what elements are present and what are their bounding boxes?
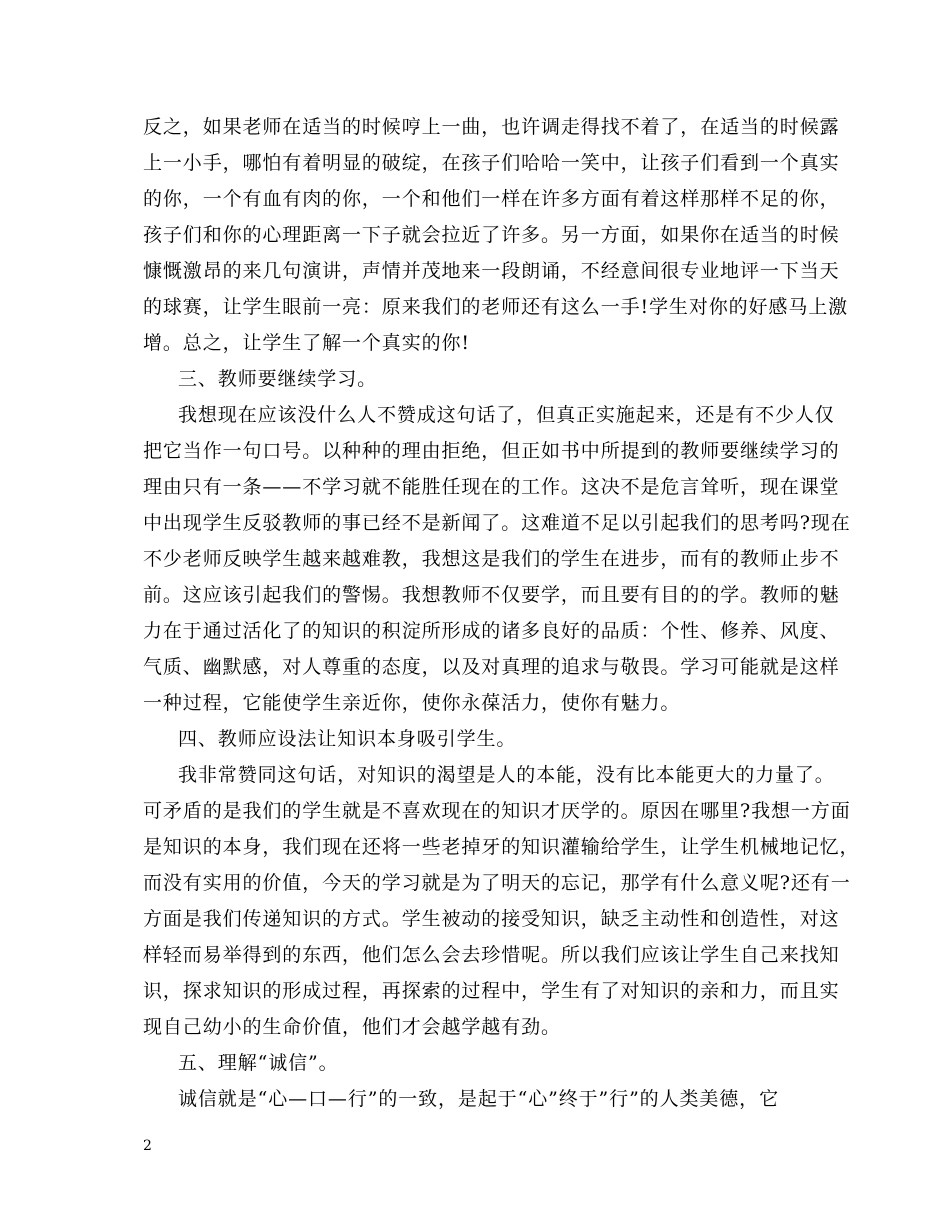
body-text-line: 不少老师反映学生越来越难教，我想这是我们的学生在进步，而有的教师止步不 <box>143 548 840 570</box>
body-text-line: 把它当作一句口号。以种种的理由拒绝，但正如书中所提到的教师要继续学习的 <box>143 440 840 462</box>
body-text-line: 的球赛，让学生眼前一亮：原来我们的老师还有这么一手!学生对你的好感马上激 <box>143 296 849 318</box>
section-heading: 五、理解“诚信”。 <box>178 1052 339 1074</box>
body-text-line: 增。总之，让学生了解一个真实的你! <box>143 332 470 354</box>
body-text-line: 理由只有一条——不学习就不能胜任现在的工作。这决不是危言耸听，现在课堂 <box>143 476 840 498</box>
body-text-line: 反之，如果老师在适当的时候哼上一曲，也许调走得找不着了，在适当的时候露 <box>143 116 840 138</box>
body-text-line: 的你，一个有血有肉的你，一个和他们一样在许多方面有着这样那样不足的你， <box>143 188 840 210</box>
page-number: 2 <box>143 1138 152 1154</box>
body-text-line: 上一小手，哪怕有着明显的破绽，在孩子们哈哈一笑中，让孩子们看到一个真实 <box>143 152 840 174</box>
section-heading: 三、教师要继续学习。 <box>178 368 378 390</box>
body-text-line: 方面是我们传递知识的方式。学生被动的接受知识，缺乏主动性和创造性，对这 <box>143 908 840 930</box>
body-text-line: 力在于通过活化了的知识的积淀所形成的诸多良好的品质：个性、修养、风度、 <box>143 620 840 642</box>
body-text-line: 慷慨激昂的来几句演讲，声情并茂地来一段朗诵，不经意间很专业地评一下当天 <box>143 260 840 282</box>
paragraph-first-line: 诚信就是“心—口—行”的一致，是起于“心”终于”行”的人类美德，它 <box>178 1088 779 1110</box>
body-text-line: 气质、幽默感，对人尊重的态度，以及对真理的追求与敬畏。学习可能就是这样 <box>143 656 840 678</box>
body-text-line: 识，探求知识的形成过程，再探索的过程中，学生有了对知识的亲和力，而且实 <box>143 980 840 1002</box>
body-text-line: 前。这应该引起我们的警惕。我想教师不仅要学，而且要有目的的学。教师的魅 <box>143 584 840 606</box>
paragraph-first-line: 我非常赞同这句话，对知识的渴望是人的本能，没有比本能更大的力量了。 <box>178 764 835 786</box>
body-text-line: 是知识的本身，我们现在还将一些老掉牙的知识灌输给学生，让学生机械地记忆， <box>143 836 860 858</box>
body-text-line: 而没有实用的价值，今天的学习就是为了明天的忘记，那学有什么意义呢?还有一 <box>143 872 851 894</box>
body-text-line: 一种过程，它能使学生亲近你，使你永葆活力，使你有魅力。 <box>143 692 681 714</box>
body-text-line: 中出现学生反驳教师的事已经不是新闻了。这难道不足以引起我们的思考吗?现在 <box>143 512 851 534</box>
paragraph-first-line: 我想现在应该没什么人不赞成这句话了，但真正实施起来，还是有不少人仅 <box>178 404 835 426</box>
body-text-line: 现自己幼小的生命价值，他们才会越学越有劲。 <box>143 1016 561 1038</box>
body-text-line: 样轻而易举得到的东西，他们怎么会去珍惜呢。所以我们应该让学生自己来找知 <box>143 944 840 966</box>
body-text-line: 可矛盾的是我们的学生就是不喜欢现在的知识才厌学的。原因在哪里?我想一方面 <box>143 800 851 822</box>
body-text-line: 孩子们和你的心理距离一下子就会拉近了许多。另一方面，如果你在适当的时候 <box>143 224 840 246</box>
section-heading: 四、教师应设法让知识本身吸引学生。 <box>178 728 517 750</box>
